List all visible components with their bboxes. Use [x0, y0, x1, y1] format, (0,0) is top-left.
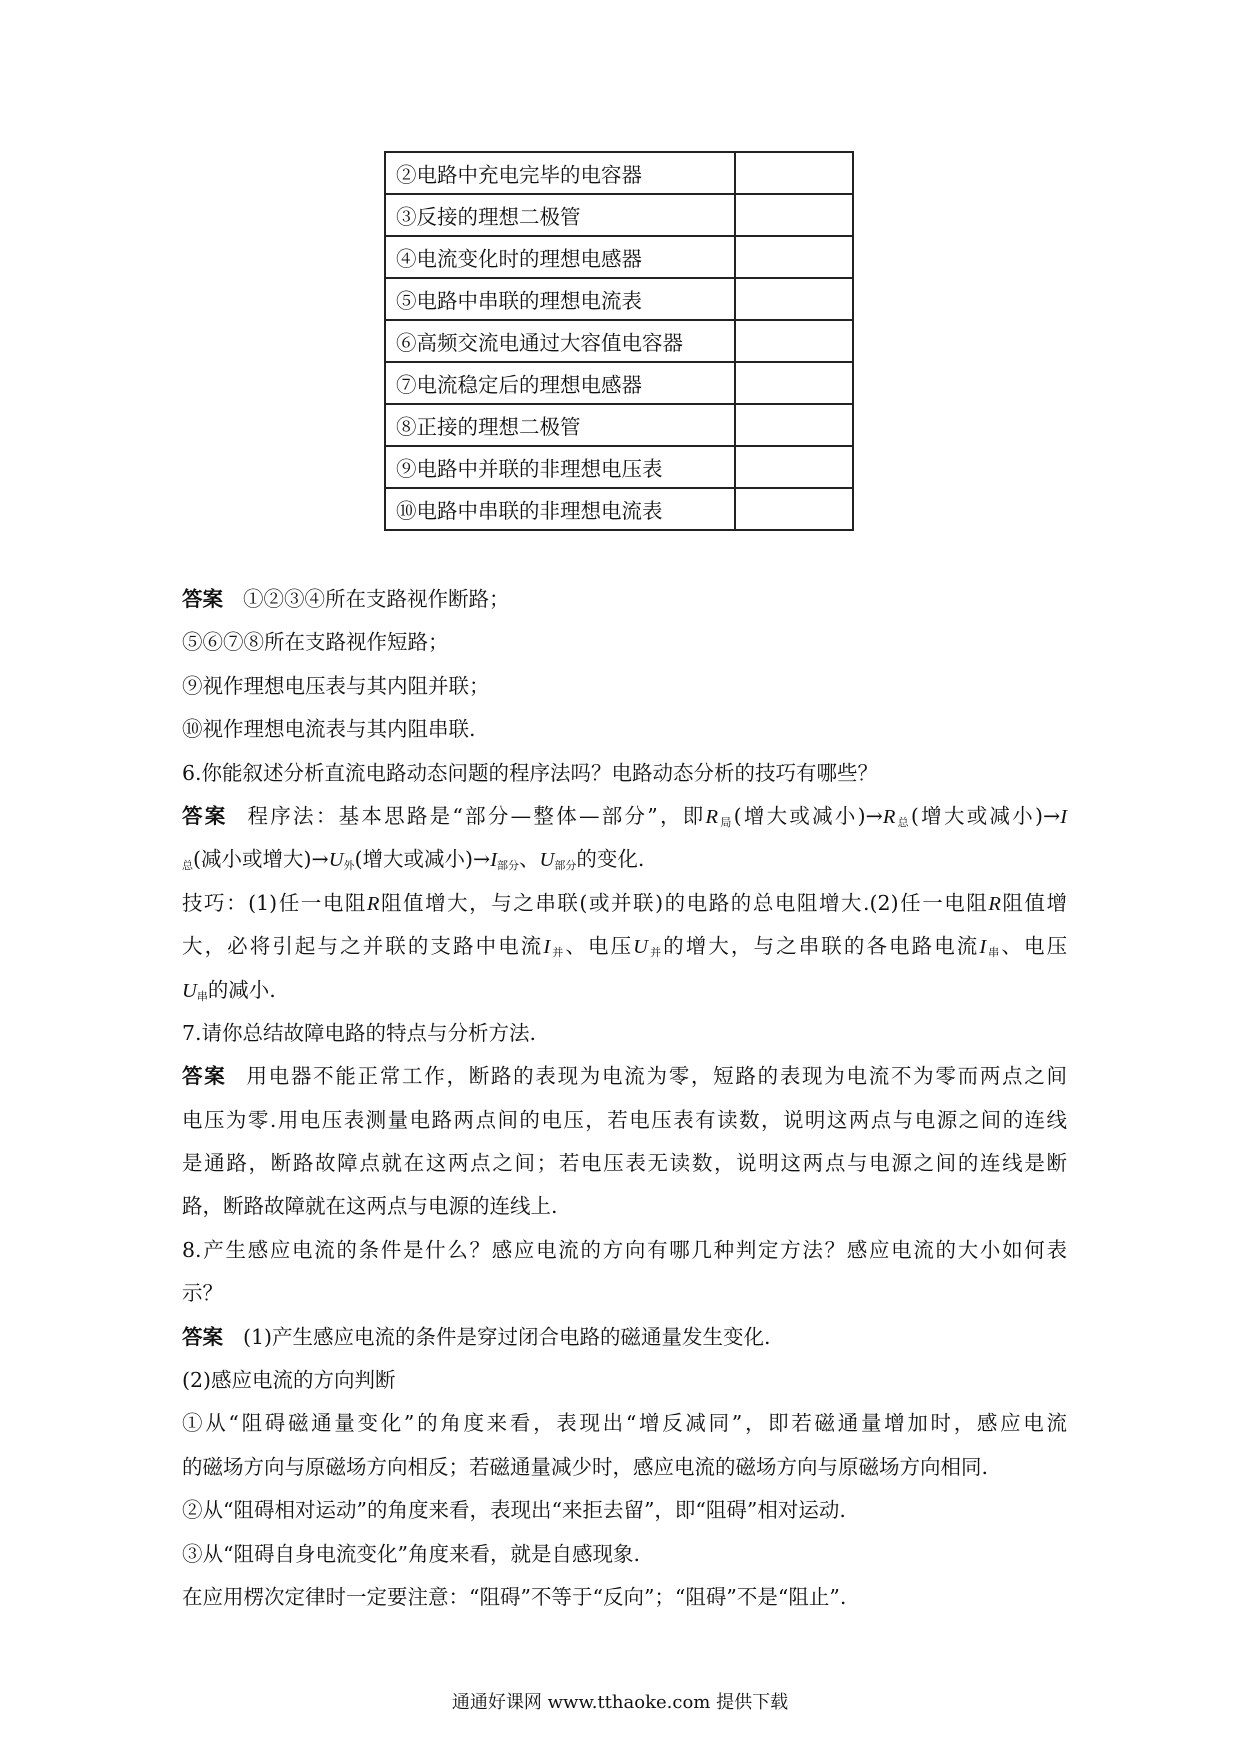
q8-answer-line-4: 的磁场方向与原磁场方向相反；若磁通量减少时，感应电流的磁场方向与原磁场方向相同. [182, 1454, 989, 1479]
q6-question: 6.你能叙述分析直流电路动态问题的程序法吗？电路动态分析的技巧有哪些？ [182, 760, 879, 785]
answer-label: 答案 [182, 1324, 223, 1349]
q6-technique-line-2: 大，必将引起与之并联的支路中电流$I_并$、电压$U_并$的增大，与之串联的各电路电流$I_串$、电压 [182, 934, 1068, 960]
blank-answer-cell [735, 362, 853, 404]
table-row [385, 320, 853, 362]
q8-answer-line-6: ③从“阻碍自身电流变化”角度来看，就是自感现象. [182, 1541, 640, 1566]
blank-answer-cell [735, 446, 853, 488]
element-description-cell: ⑧正接的理想二极管 [385, 404, 735, 446]
q8-answer-line-7: 在应用楞次定律时一定要注意：“阻碍”不等于“反向”；“阻碍”不是“阻止”. [182, 1584, 847, 1609]
q8-answer-line-1: 答案 (1)产生感应电流的条件是穿过闭合电路的磁通量发生变化. [182, 1324, 771, 1349]
technique-label: 技巧： [182, 890, 249, 915]
q5-answer-line-3: ⑨视作理想电压表与其内阻并联； [182, 673, 490, 698]
table-row [385, 278, 853, 320]
element-description-cell: ②电路中充电完毕的电容器 [385, 152, 735, 194]
blank-answer-cell [735, 236, 853, 278]
q7-answer-line-3: 是通路，断路故障点就在这两点之间；若电压表无读数，说明这两点与电源之间的连线是断 [182, 1151, 1067, 1176]
element-description-cell: ⑩电路中串联的非理想电流表 [385, 488, 735, 530]
element-description-cell: ⑨电路中并联的非理想电压表 [385, 446, 735, 488]
q6-technique-line-3: $U_串$的减小. [182, 977, 276, 1003]
table-row [385, 236, 853, 278]
table-row [385, 488, 853, 530]
q8-answer-line-3: ①从“阻碍磁通量变化”的角度来看，表现出“增反减同”，即若磁通量增加时，感应电流 [182, 1411, 1067, 1436]
circuit-element-table [384, 151, 854, 531]
page-body [182, 578, 1067, 1619]
q8-question-line-2: 示？ [182, 1281, 223, 1306]
answer-label: 答案 [182, 1064, 227, 1089]
blank-answer-cell [735, 278, 853, 320]
q5-answer-line-1: 答案 ①②③④所在支路视作断路； [182, 587, 510, 611]
answer-label: 答案 [182, 587, 223, 611]
q7-answer-line-2: 电压为零.用电压表测量电路两点间的电压，若电压表有读数，说明这两点与电源之间的连线 [182, 1107, 1067, 1132]
q8-question-line-1: 8.产生感应电流的条件是什么？感应电流的方向有哪几种判定方法？感应电流的大小如何表 [182, 1237, 1067, 1262]
q7-answer-line-4: 路，断路故障就在这两点与电源的连线上. [182, 1194, 558, 1219]
table-row [385, 446, 853, 488]
blank-answer-cell [735, 152, 853, 194]
page-footer: 通通好课网 www.tthaoke.com 提供下载 [451, 1692, 789, 1713]
q8-answer-line-5: ②从“阻碍相对运动”的角度来看，表现出“来拒去留”，即“阻碍”相对运动. [182, 1498, 846, 1523]
q7-answer-line-1: 答案 用电器不能正常工作，断路的表现为电流为零，短路的表现为电流不为零而两点之间 [182, 1064, 1068, 1089]
table-row [385, 404, 853, 446]
element-description-cell: ③反接的理想二极管 [385, 194, 735, 236]
element-description-cell: ⑥高频交流电通过大容值电容器 [385, 320, 735, 362]
q7-question: 7.请你总结故障电路的特点与分析方法. [182, 1020, 537, 1045]
table-row [385, 362, 853, 404]
table-row [385, 152, 853, 194]
blank-answer-cell [735, 320, 853, 362]
q5-answer-line-2: ⑤⑥⑦⑧所在支路视作短路； [182, 630, 449, 655]
q6-answer-line-1: 答案 程序法：基本思路是“部分—整体—部分”，即$R_局$(增大或减小)$\to R_总$(增大或减小)→I [182, 803, 1068, 829]
answer-label: 答案 [182, 803, 228, 828]
q6-technique-line-1: 技巧：(1)任一电阻R阻值增大，与之串联(或并联)的电路的总电阻增大.(2)任一电阻R阻值增 [182, 890, 1067, 915]
table-row [385, 194, 853, 236]
element-description-cell: ⑦电流稳定后的理想电感器 [385, 362, 735, 404]
blank-answer-cell [735, 194, 853, 236]
q6-answer-line-2: $_总$(减小或增大)$\to U_外$(增大或减小)$\to I_{部分}$、$U_{部分}$的变化. [182, 847, 645, 873]
q8-answer-line-2: (2)感应电流的方向判断 [182, 1368, 396, 1393]
element-description-cell: ⑤电路中串联的理想电流表 [385, 278, 735, 320]
q5-answer-line-4: ⑩视作理想电流表与其内阻串联. [182, 717, 476, 742]
element-description-cell: ④电流变化时的理想电感器 [385, 236, 735, 278]
blank-answer-cell [735, 488, 853, 530]
blank-answer-cell [735, 404, 853, 446]
